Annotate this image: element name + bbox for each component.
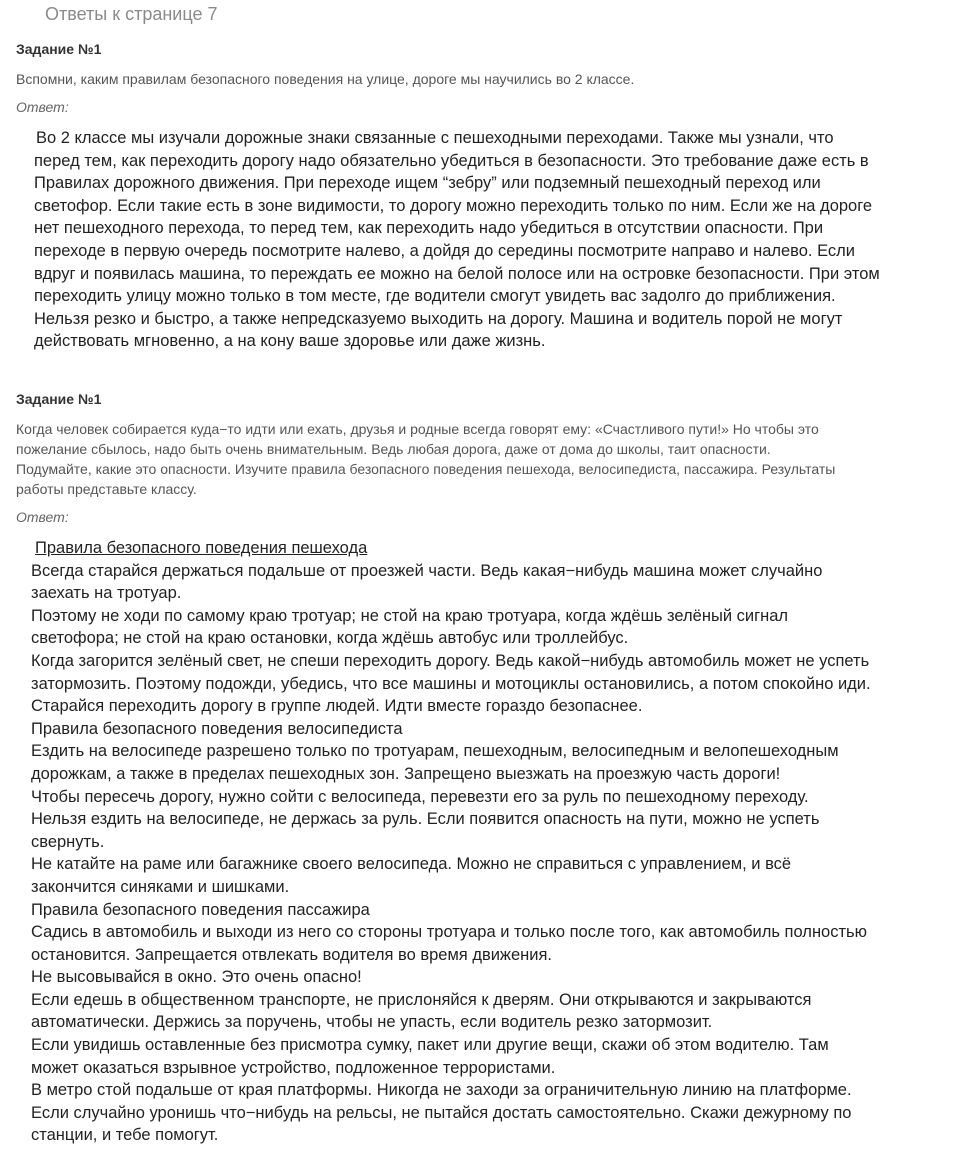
answer-line: Нельзя ездить на велосипеде, не держась за руль. Если появится опасность на пути, можно не успеть	[31, 810, 820, 829]
task-2-question	[16, 419, 961, 499]
answer-line: Чтобы пересечь дорогу, нужно сойти с велосипеда, перевезти его за руль по пешеходному переходу.	[31, 787, 809, 806]
task-2-title: Задание №1	[16, 391, 102, 407]
task-2-answer-body	[31, 537, 871, 1147]
answer-line: Во 2 классе мы изучали дорожные знаки связанные с пешеходными переходами. Также мы узнали, что	[36, 129, 834, 147]
answer-line: Всегда старайся держаться подальше от проезжей части. Ведь какая−нибудь машина может случайно	[31, 561, 823, 580]
question-line: Когда человек собирается куда−то идти или ехать, друзья и родные всегда говорят ему: «Счастливого пути!» Но чтобы это	[16, 421, 819, 437]
answer-line: светофор. Если такие есть в зоне видимости, то дорогу можно переходить только по ним. Если же на дороге	[34, 196, 873, 215]
question-line: Подумайте, какие это опасности. Изучите правила безопасного поведения пешехода, велосипедиста, пассажира. Результаты	[16, 461, 836, 477]
answer-line: Если едешь в общественном транспорте, не прислоняйся к дверям. Они открываются и закрываются	[31, 990, 812, 1009]
answer-line: остановится. Запрещается отвлекать водителя во время движения.	[31, 945, 552, 964]
answer-line: автоматически. Держись за поручень, чтобы не упасть, если водитель резко затормозит.	[31, 1013, 713, 1032]
answer-line: нет пешеходного перехода, то перед тем, как переходить надо убедиться в отсутствии опасности. При	[34, 219, 824, 238]
answer-line: Ездить на велосипеде разрешено только по тротуарам, пешеходным, велосипедным и велопешеходным	[31, 742, 839, 761]
question-line: работы представьте классу.	[16, 481, 197, 497]
task-1-title: Задание №1	[16, 41, 102, 57]
answer-line: действовать мгновенно, а на кону ваше здоровье или даже жизнь.	[34, 332, 546, 351]
answer-line: Если случайно уронишь что−нибудь на рельсы, не пытайся достать самостоятельно. Скажи дежурному по	[31, 1103, 852, 1122]
passenger-rules-heading: Правила безопасного поведения пассажира	[31, 900, 370, 919]
answer-line: переходить улицу можно только в том месте, где водители смогут увидеть вас задолго до приближения.	[34, 287, 836, 306]
answer-line: переходе в первую очередь посмотрите налево, а дойдя до середины посмотрите направо и налево. Если	[34, 241, 856, 260]
task-1-question: Вспомни, каким правилам безопасного поведения на улице, дороге мы научились во 2 классе.	[16, 71, 635, 87]
answer-line: Если увидишь оставленные без присмотра сумку, пакет или другие вещи, скажи об этом водителю. Там	[31, 1036, 829, 1055]
answer-line: Поэтому не ходи по самому краю тротуар; не стой на краю тротуара, когда ждёшь зелёный сигнал	[31, 606, 789, 625]
answer-line: светофора; не стой на краю остановки, когда ждёшь автобус или троллейбус.	[31, 629, 629, 648]
answer-line: свернуть.	[31, 832, 105, 851]
cyclist-rules-heading: Правила безопасного поведения велосипедиста	[31, 719, 403, 738]
answer-line: закончится синяками и шишками.	[31, 877, 290, 896]
answer-line: Нельзя резко и быстро, а также непредсказуемо выходить на дорогу. Машина и водитель порой не могут	[34, 309, 843, 328]
answer-line: дорожкам, а также в пределах пешеходных зон. Запрещено выезжать на проезжую часть дороги!	[31, 764, 781, 783]
task-1-answer-body	[34, 127, 880, 353]
answer-line: Не высовывайся в окно. Это очень опасно!	[31, 968, 362, 987]
answer-line: Когда загорится зелёный свет, не спеши переходить дорогу. Ведь какой−нибудь автомобиль может не успеть	[31, 651, 870, 670]
answer-line: Старайся переходить дорогу в группе людей. Идти вместе гораздо безопаснее.	[31, 697, 643, 716]
answer-line: заехать на тротуар.	[31, 584, 182, 603]
question-line: пожелание сбылось, надо быть очень внимательным. Ведь любая дорога, даже от дома до школы, таит опасности.	[16, 441, 771, 457]
task-1-answer-label: Ответ:	[16, 99, 69, 115]
task-2-answer-label: Ответ:	[16, 509, 69, 525]
page-header: Ответы к странице 7	[45, 4, 218, 24]
pedestrian-rules-heading: Правила безопасного поведения пешехода	[35, 539, 368, 557]
answer-line: Садись в автомобиль и выходи из него со стороны тротуара и только после того, как автомобиль полностью	[31, 923, 868, 942]
answer-line: Не катайте на раме или багажнике своего велосипеда. Можно не справиться с управлением, и всё	[31, 855, 792, 874]
answer-line: станции, и тебе помогут.	[31, 1126, 219, 1145]
answer-line: вдруг и появилась машина, то переждать ее можно на белой полосе или на островке безопасности. При этом	[34, 264, 880, 283]
answer-line: затормозить. Поэтому подожди, убедись, что все машины и мотоциклы остановились, а потом спокойно иди.	[31, 674, 871, 693]
answer-line: Правилах дорожного движения. При переходе ищем “зебру” или подземный пешеходный переход или	[34, 174, 821, 193]
answer-line: перед тем, как переходить дорогу надо обязательно убедиться в безопасности. Это требование даже есть в	[34, 151, 869, 170]
answer-line: может оказаться взрывное устройство, подложенное террористами.	[31, 1058, 556, 1077]
answer-line: В метро стой подальше от края платформы. Никогда не заходи за ограничительную линию на платформе.	[31, 1081, 852, 1100]
